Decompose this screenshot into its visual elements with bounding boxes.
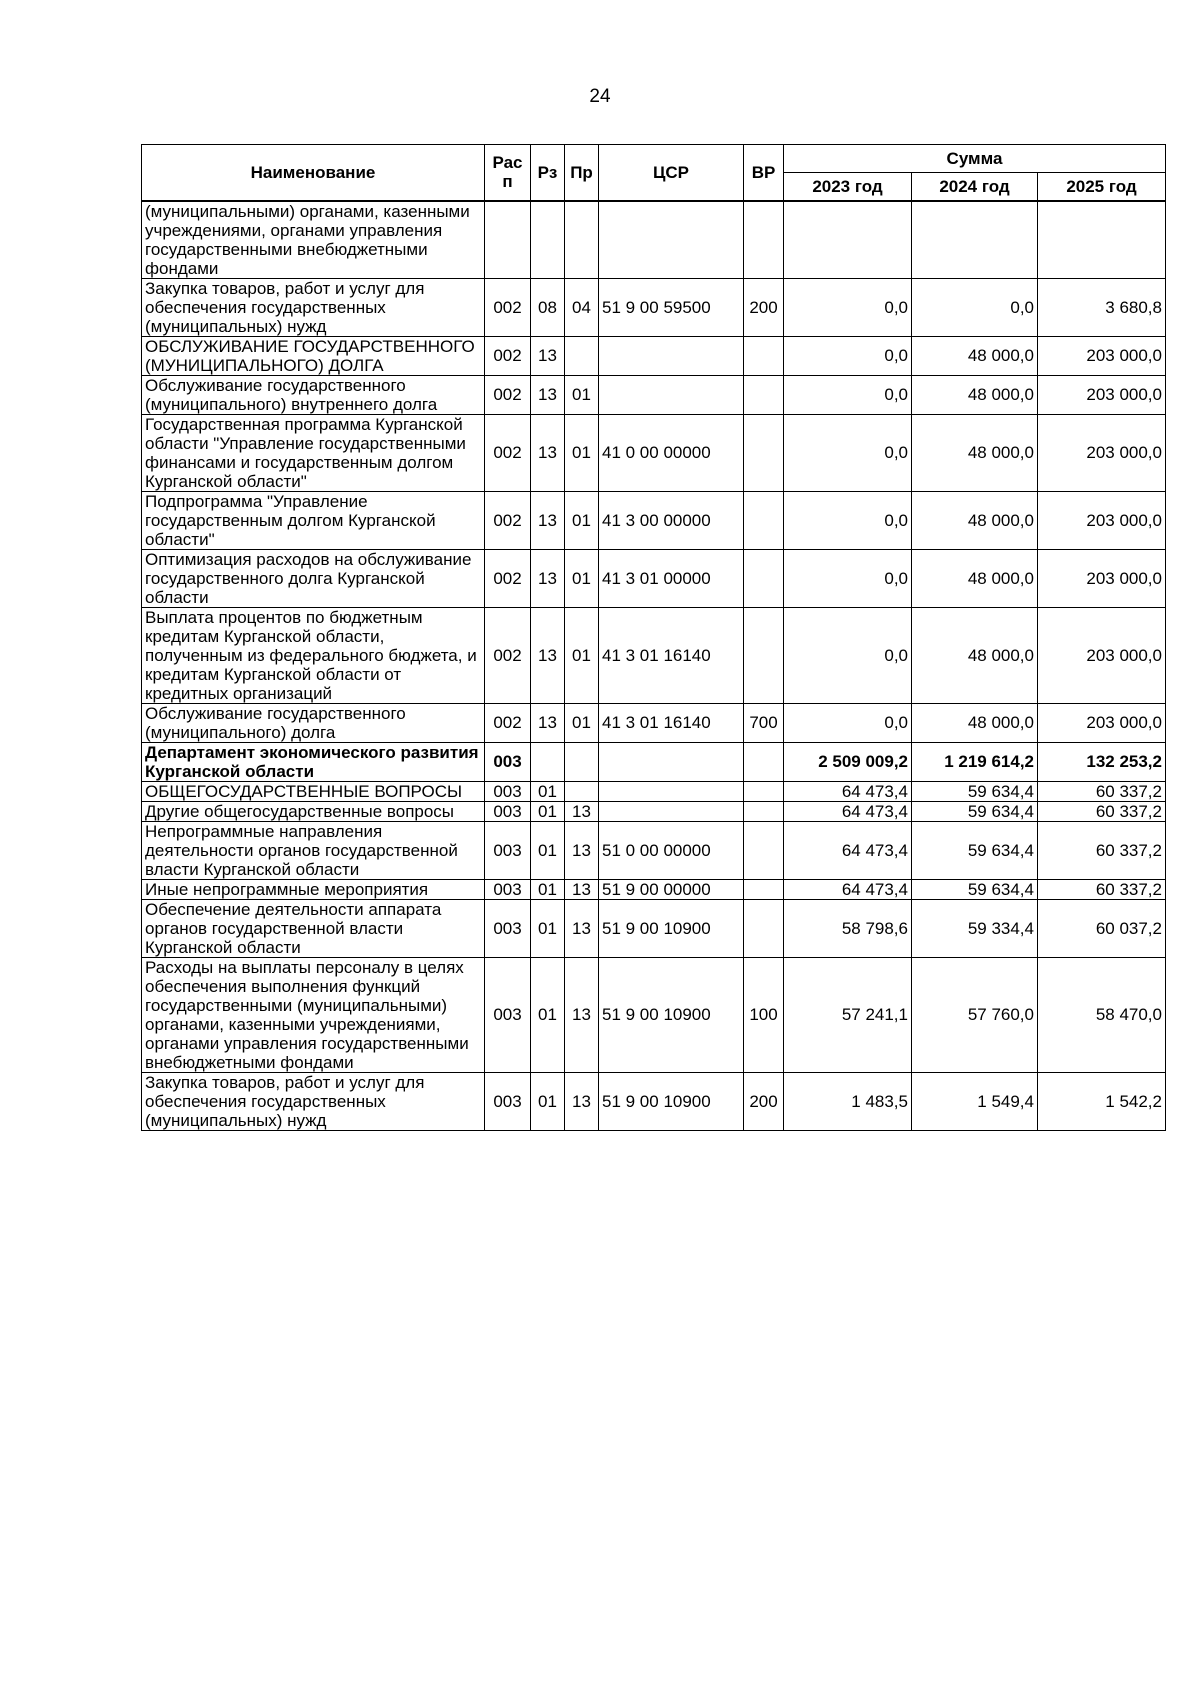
cell-csr: 41 3 00 00000 — [599, 491, 744, 549]
cell-vr: 100 — [744, 957, 784, 1072]
cell-rasp: 003 — [485, 742, 531, 781]
cell-csr: 51 9 00 10900 — [599, 957, 744, 1072]
cell-rz: 01 — [531, 781, 565, 801]
cell-sum-2023: 0,0 — [784, 278, 912, 336]
cell-sum-2024: 48 000,0 — [912, 375, 1038, 414]
header-sum: Сумма — [784, 145, 1166, 173]
cell-name: Непрограммные направления деятельности органов государственной власти Курганской области — [142, 821, 485, 879]
cell-sum-2024: 1 219 614,2 — [912, 742, 1038, 781]
cell-rasp: 002 — [485, 375, 531, 414]
cell-name: Закупка товаров, работ и услуг для обеспечения государственных (муниципальных) нужд — [142, 278, 485, 336]
cell-sum-2024: 59 634,4 — [912, 879, 1038, 899]
cell-pr: 01 — [565, 414, 599, 491]
cell-sum-2025: 203 000,0 — [1038, 375, 1166, 414]
cell-pr: 01 — [565, 375, 599, 414]
cell-sum-2023 — [784, 201, 912, 279]
cell-sum-2023: 64 473,4 — [784, 821, 912, 879]
cell-sum-2025: 203 000,0 — [1038, 491, 1166, 549]
cell-rz: 01 — [531, 821, 565, 879]
cell-vr — [744, 414, 784, 491]
table-row — [142, 491, 1166, 549]
cell-sum-2024: 48 000,0 — [912, 607, 1038, 703]
cell-pr: 13 — [565, 879, 599, 899]
cell-csr: 41 3 01 16140 — [599, 607, 744, 703]
cell-pr — [565, 336, 599, 375]
cell-name: Департамент экономического развития Курганской области — [142, 742, 485, 781]
header-year-2024: 2024 год — [912, 173, 1038, 201]
cell-rasp: 002 — [485, 336, 531, 375]
cell-sum-2025: 203 000,0 — [1038, 607, 1166, 703]
cell-vr — [744, 742, 784, 781]
header-rz: Рз — [531, 145, 565, 201]
cell-csr — [599, 781, 744, 801]
cell-pr — [565, 742, 599, 781]
cell-name: Выплата процентов по бюджетным кредитам Курганской области, полученным из федерального бюджета, и кредитам Курганской области от кредитных организаций — [142, 607, 485, 703]
cell-name: Другие общегосударственные вопросы — [142, 801, 485, 821]
cell-sum-2023: 0,0 — [784, 607, 912, 703]
cell-sum-2024: 48 000,0 — [912, 549, 1038, 607]
cell-sum-2023: 0,0 — [784, 491, 912, 549]
table-row — [142, 801, 1166, 821]
cell-rasp: 002 — [485, 414, 531, 491]
cell-vr — [744, 549, 784, 607]
cell-sum-2024: 57 760,0 — [912, 957, 1038, 1072]
cell-rasp — [485, 201, 531, 279]
cell-sum-2023: 0,0 — [784, 549, 912, 607]
cell-name: ОБСЛУЖИВАНИЕ ГОСУДАРСТВЕННОГО (МУНИЦИПАЛЬНОГО) ДОЛГА — [142, 336, 485, 375]
cell-rasp: 003 — [485, 801, 531, 821]
cell-pr — [565, 781, 599, 801]
table-row — [142, 607, 1166, 703]
header-pr: Пр — [565, 145, 599, 201]
table-row — [142, 336, 1166, 375]
table-row — [142, 549, 1166, 607]
cell-rasp: 003 — [485, 957, 531, 1072]
cell-rasp: 002 — [485, 703, 531, 742]
table-header — [142, 145, 1166, 201]
table-row — [142, 957, 1166, 1072]
cell-sum-2025: 203 000,0 — [1038, 414, 1166, 491]
cell-sum-2025: 60 037,2 — [1038, 899, 1166, 957]
cell-name: Обслуживание государственного (муниципального) долга — [142, 703, 485, 742]
cell-sum-2023: 0,0 — [784, 703, 912, 742]
cell-sum-2025: 203 000,0 — [1038, 549, 1166, 607]
cell-rz — [531, 201, 565, 279]
table-row — [142, 821, 1166, 879]
cell-sum-2024: 59 634,4 — [912, 821, 1038, 879]
cell-sum-2023: 0,0 — [784, 414, 912, 491]
cell-rasp: 002 — [485, 607, 531, 703]
cell-pr: 01 — [565, 703, 599, 742]
cell-vr — [744, 375, 784, 414]
cell-csr — [599, 336, 744, 375]
cell-pr: 13 — [565, 821, 599, 879]
cell-sum-2024: 48 000,0 — [912, 414, 1038, 491]
cell-csr — [599, 375, 744, 414]
table-row — [142, 899, 1166, 957]
cell-rz: 13 — [531, 703, 565, 742]
cell-rz: 13 — [531, 607, 565, 703]
cell-sum-2025: 203 000,0 — [1038, 336, 1166, 375]
cell-pr: 13 — [565, 1072, 599, 1130]
cell-sum-2025: 60 337,2 — [1038, 821, 1166, 879]
cell-sum-2023: 2 509 009,2 — [784, 742, 912, 781]
header-name: Наименование — [142, 145, 485, 201]
cell-csr: 41 3 01 16140 — [599, 703, 744, 742]
cell-rasp: 002 — [485, 491, 531, 549]
cell-vr — [744, 899, 784, 957]
cell-sum-2025: 1 542,2 — [1038, 1072, 1166, 1130]
cell-pr — [565, 201, 599, 279]
table-row — [142, 742, 1166, 781]
cell-sum-2025: 3 680,8 — [1038, 278, 1166, 336]
cell-sum-2025: 60 337,2 — [1038, 879, 1166, 899]
cell-rz: 08 — [531, 278, 565, 336]
cell-name: Подпрограмма "Управление государственным долгом Курганской области" — [142, 491, 485, 549]
cell-csr: 51 9 00 00000 — [599, 879, 744, 899]
header-csr: ЦСР — [599, 145, 744, 201]
cell-pr: 13 — [565, 899, 599, 957]
cell-name: Обслуживание государственного (муниципального) внутреннего долга — [142, 375, 485, 414]
cell-vr: 200 — [744, 1072, 784, 1130]
budget-table — [141, 144, 1166, 1131]
cell-pr: 01 — [565, 607, 599, 703]
cell-vr: 700 — [744, 703, 784, 742]
cell-rasp: 003 — [485, 1072, 531, 1130]
cell-sum-2024: 0,0 — [912, 278, 1038, 336]
cell-pr: 04 — [565, 278, 599, 336]
cell-vr — [744, 336, 784, 375]
cell-vr — [744, 821, 784, 879]
cell-sum-2024: 48 000,0 — [912, 336, 1038, 375]
table-row — [142, 781, 1166, 801]
cell-csr: 51 9 00 59500 — [599, 278, 744, 336]
cell-vr — [744, 781, 784, 801]
cell-sum-2024: 59 634,4 — [912, 801, 1038, 821]
cell-pr: 01 — [565, 491, 599, 549]
cell-name: Иные непрограммные мероприятия — [142, 879, 485, 899]
cell-name: Обеспечение деятельности аппарата органов государственной власти Курганской области — [142, 899, 485, 957]
cell-sum-2024: 48 000,0 — [912, 703, 1038, 742]
cell-sum-2023: 64 473,4 — [784, 781, 912, 801]
cell-sum-2024: 59 634,4 — [912, 781, 1038, 801]
cell-sum-2023: 1 483,5 — [784, 1072, 912, 1130]
cell-sum-2023: 57 241,1 — [784, 957, 912, 1072]
cell-sum-2023: 58 798,6 — [784, 899, 912, 957]
cell-rasp: 003 — [485, 821, 531, 879]
cell-rz: 01 — [531, 899, 565, 957]
cell-name: Оптимизация расходов на обслуживание государственного долга Курганской области — [142, 549, 485, 607]
cell-name: Государственная программа Курганской области "Управление государственными финансами и государственным долгом Курганской области" — [142, 414, 485, 491]
cell-rz: 13 — [531, 336, 565, 375]
cell-rasp: 003 — [485, 899, 531, 957]
cell-sum-2023: 64 473,4 — [784, 801, 912, 821]
cell-csr: 51 9 00 10900 — [599, 899, 744, 957]
page-number: 24 — [589, 86, 611, 107]
table-row — [142, 375, 1166, 414]
cell-sum-2025: 60 337,2 — [1038, 781, 1166, 801]
cell-csr — [599, 742, 744, 781]
cell-vr — [744, 607, 784, 703]
cell-sum-2023: 0,0 — [784, 336, 912, 375]
cell-pr: 01 — [565, 549, 599, 607]
cell-rz — [531, 742, 565, 781]
cell-sum-2025 — [1038, 201, 1166, 279]
cell-vr — [744, 491, 784, 549]
cell-pr: 13 — [565, 957, 599, 1072]
cell-sum-2025: 58 470,0 — [1038, 957, 1166, 1072]
table-row — [142, 1072, 1166, 1130]
cell-sum-2024: 59 334,4 — [912, 899, 1038, 957]
header-rasp: Рас п — [485, 145, 531, 201]
header-vr: ВР — [744, 145, 784, 201]
cell-rz: 13 — [531, 375, 565, 414]
cell-rz: 13 — [531, 414, 565, 491]
cell-rz: 13 — [531, 549, 565, 607]
cell-rasp: 003 — [485, 879, 531, 899]
cell-rz: 01 — [531, 801, 565, 821]
cell-csr: 51 9 00 10900 — [599, 1072, 744, 1130]
cell-rz: 13 — [531, 491, 565, 549]
cell-vr — [744, 879, 784, 899]
table-row — [142, 278, 1166, 336]
header-year-2025: 2025 год — [1038, 173, 1166, 201]
header-year-2023: 2023 год — [784, 173, 912, 201]
cell-rz: 01 — [531, 957, 565, 1072]
cell-sum-2023: 64 473,4 — [784, 879, 912, 899]
cell-rasp: 002 — [485, 549, 531, 607]
cell-sum-2024: 48 000,0 — [912, 491, 1038, 549]
cell-vr: 200 — [744, 278, 784, 336]
cell-sum-2024: 1 549,4 — [912, 1072, 1038, 1130]
cell-sum-2023: 0,0 — [784, 375, 912, 414]
cell-name: (муниципальными) органами, казенными учреждениями, органами управления государственными внебюджетными фондами — [142, 201, 485, 279]
table-row — [142, 879, 1166, 899]
table-body — [142, 201, 1166, 1131]
cell-csr: 51 0 00 00000 — [599, 821, 744, 879]
cell-sum-2025: 132 253,2 — [1038, 742, 1166, 781]
table-row — [142, 201, 1166, 279]
cell-name: ОБЩЕГОСУДАРСТВЕННЫЕ ВОПРОСЫ — [142, 781, 485, 801]
cell-rasp: 003 — [485, 781, 531, 801]
cell-csr: 41 3 01 00000 — [599, 549, 744, 607]
cell-sum-2025: 203 000,0 — [1038, 703, 1166, 742]
cell-sum-2025: 60 337,2 — [1038, 801, 1166, 821]
cell-vr — [744, 801, 784, 821]
cell-csr: 41 0 00 00000 — [599, 414, 744, 491]
cell-rasp: 002 — [485, 278, 531, 336]
cell-csr — [599, 801, 744, 821]
cell-name: Расходы на выплаты персоналу в целях обеспечения выполнения функций государственными (муниципальными) органами, казенными учреждениями, органами управления государственными внебюджетными фондами — [142, 957, 485, 1072]
cell-rz: 01 — [531, 879, 565, 899]
cell-name: Закупка товаров, работ и услуг для обеспечения государственных (муниципальных) нужд — [142, 1072, 485, 1130]
cell-vr — [744, 201, 784, 279]
cell-pr: 13 — [565, 801, 599, 821]
cell-rz: 01 — [531, 1072, 565, 1130]
cell-sum-2024 — [912, 201, 1038, 279]
table-row — [142, 414, 1166, 491]
cell-csr — [599, 201, 744, 279]
table-row — [142, 703, 1166, 742]
